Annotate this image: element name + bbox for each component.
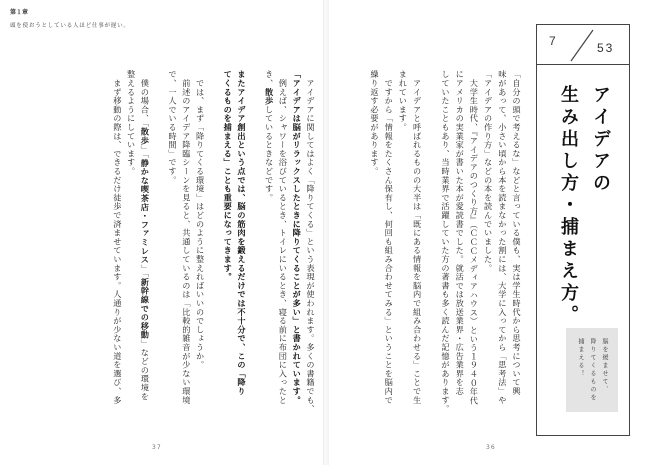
page-number-right: 36	[486, 444, 496, 451]
right-page-line: 味があって、小さい頃から本を読まなかった割には、大学に入ってから「思考法」や	[497, 70, 508, 405]
left-page-line: き、散歩しているときなどです。	[264, 70, 275, 203]
summary-line: 脳を緩ませて、	[601, 338, 608, 394]
running-head: 頭を使おうとしている人ほど仕事が遅い。	[10, 23, 130, 29]
summary-line: 捕まえる！	[577, 338, 584, 378]
right-page-line: していたこともあり、当時業界で活躍していた方の著書も多く読んだ記憶があります。	[441, 70, 451, 414]
right-page-line: 繰り返す必要があります。	[370, 70, 380, 176]
right-page-line: 大学生時代、『アイデアのつくり方』（ＣＣＣメディアハウス）という１９４０年代	[469, 70, 480, 405]
page-gutter	[323, 0, 329, 465]
left-page-line: 前述のアイデア降臨シーンを見ると、共通しているのは「比較的雑音が少ない環境	[181, 70, 192, 405]
left-page-line: で、一人でいる時間」です。	[168, 70, 178, 185]
summary-line: 降りてくるものを	[589, 338, 596, 402]
section-counter	[537, 25, 629, 65]
right-page-line: 「自分の頭で考えるな」などと言っている僕も、実は学生時代から思考について興	[512, 70, 522, 396]
right-page-line: 「アイデアの作り方」などの本を読んでいました。	[483, 70, 494, 273]
chapter-label: 第１章	[10, 9, 29, 16]
right-page-line: アイデアと呼ばれるものの大半は「既にある情報を脳内で組み合わせる」ことで生	[412, 70, 423, 405]
left-page-line: 整えるようにしています。	[126, 70, 137, 176]
left-page-line: 「アイデアは脳がリラックスしたときに降りてくることが多い」と書かれています。	[292, 70, 303, 405]
left-page-line: てくるものを捕まえる」ことも重要になってきます。	[223, 70, 234, 282]
left-page-line: 例えば、シャワーを浴びているとき、トイレにいるとき、寝る前に布団に入ったと	[278, 70, 289, 405]
left-page-line: 僕の場合、「散歩」「静かな喫茶店・ファミレス」「新幹線での移動」などの環境を	[140, 70, 151, 401]
section-title-line-2: 生み出し方・捕まえ方。	[558, 85, 579, 327]
page-number-left: 37	[152, 444, 162, 451]
counter-current: 7	[549, 34, 558, 48]
right-page-line: にアメリカの実業家が書いた本が愛読書でした。就活では放送業界・広告業界を志	[455, 70, 466, 396]
summary-box	[566, 328, 618, 412]
left-page-line: アイデアに関してはよく「降りてくる」という表現が使われます。多くの書籍でも、	[306, 70, 316, 414]
right-page-line: まれています。	[398, 70, 409, 132]
right-page-line: ですから「情報をたくさん保有し、何回も組み合わせてみる」ということを脳内で	[384, 70, 395, 405]
counter-total: 53	[597, 41, 615, 55]
left-page-line: まず移動の際は、できるだけ徒歩で済ませています。人通りが少ない道を選び、多	[112, 70, 123, 405]
left-page-line: またアイデア創出という点では、脳の筋肉を鍛えるだけでは不十分で、この「降り	[237, 70, 247, 396]
left-page-line: では、まず「降りてくる環境」はどのように整えればいいのでしょうか。	[195, 70, 206, 370]
section-title-line-1: アイデアの	[590, 85, 611, 195]
